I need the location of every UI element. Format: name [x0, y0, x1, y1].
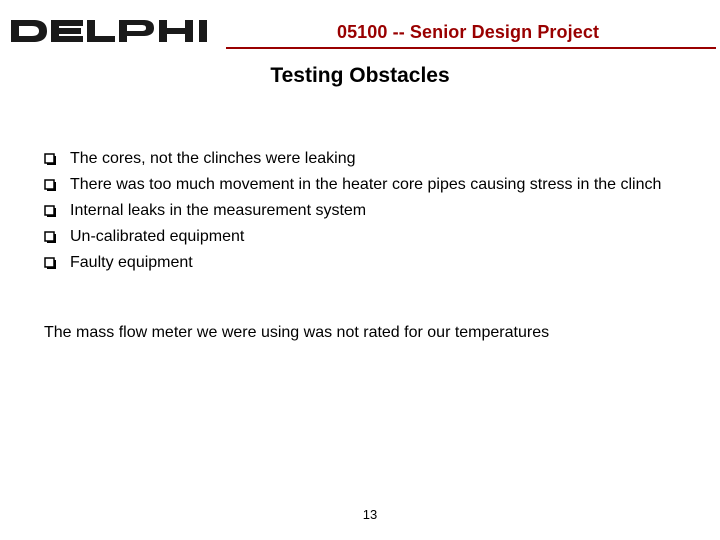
- hollow-square-bullet-icon: [44, 153, 56, 165]
- hollow-square-bullet-icon: [44, 231, 56, 243]
- bullet-text: The cores, not the clinches were leaking: [70, 150, 356, 167]
- list-item: [44, 199, 704, 224]
- slide-title: Testing Obstacles: [270, 64, 450, 87]
- bullet-text: Faulty equipment: [70, 254, 193, 271]
- header-divider: [226, 47, 716, 49]
- page-number: 13: [362, 507, 378, 522]
- bullet-text: Un-calibrated equipment: [70, 228, 245, 245]
- list-item: [44, 225, 704, 250]
- footnote-text: The mass flow meter we were using was not rated for our temperatures: [44, 324, 550, 341]
- bullet-text: Internal leaks in the measurement system: [70, 202, 367, 219]
- project-title: 05100 -- Senior Design Project: [336, 22, 600, 42]
- list-item: [44, 251, 704, 276]
- delphi-logo: [11, 14, 223, 46]
- hollow-square-bullet-icon: [44, 179, 56, 191]
- bullet-list: [44, 147, 704, 277]
- hollow-square-bullet-icon: [44, 257, 56, 269]
- delphi-logo-icon: [11, 14, 223, 46]
- bullet-text: There was too much movement in the heater core pipes causing stress in the clinch: [70, 176, 662, 193]
- hollow-square-bullet-icon: [44, 205, 56, 217]
- list-item: [44, 173, 704, 198]
- list-item: [44, 147, 704, 172]
